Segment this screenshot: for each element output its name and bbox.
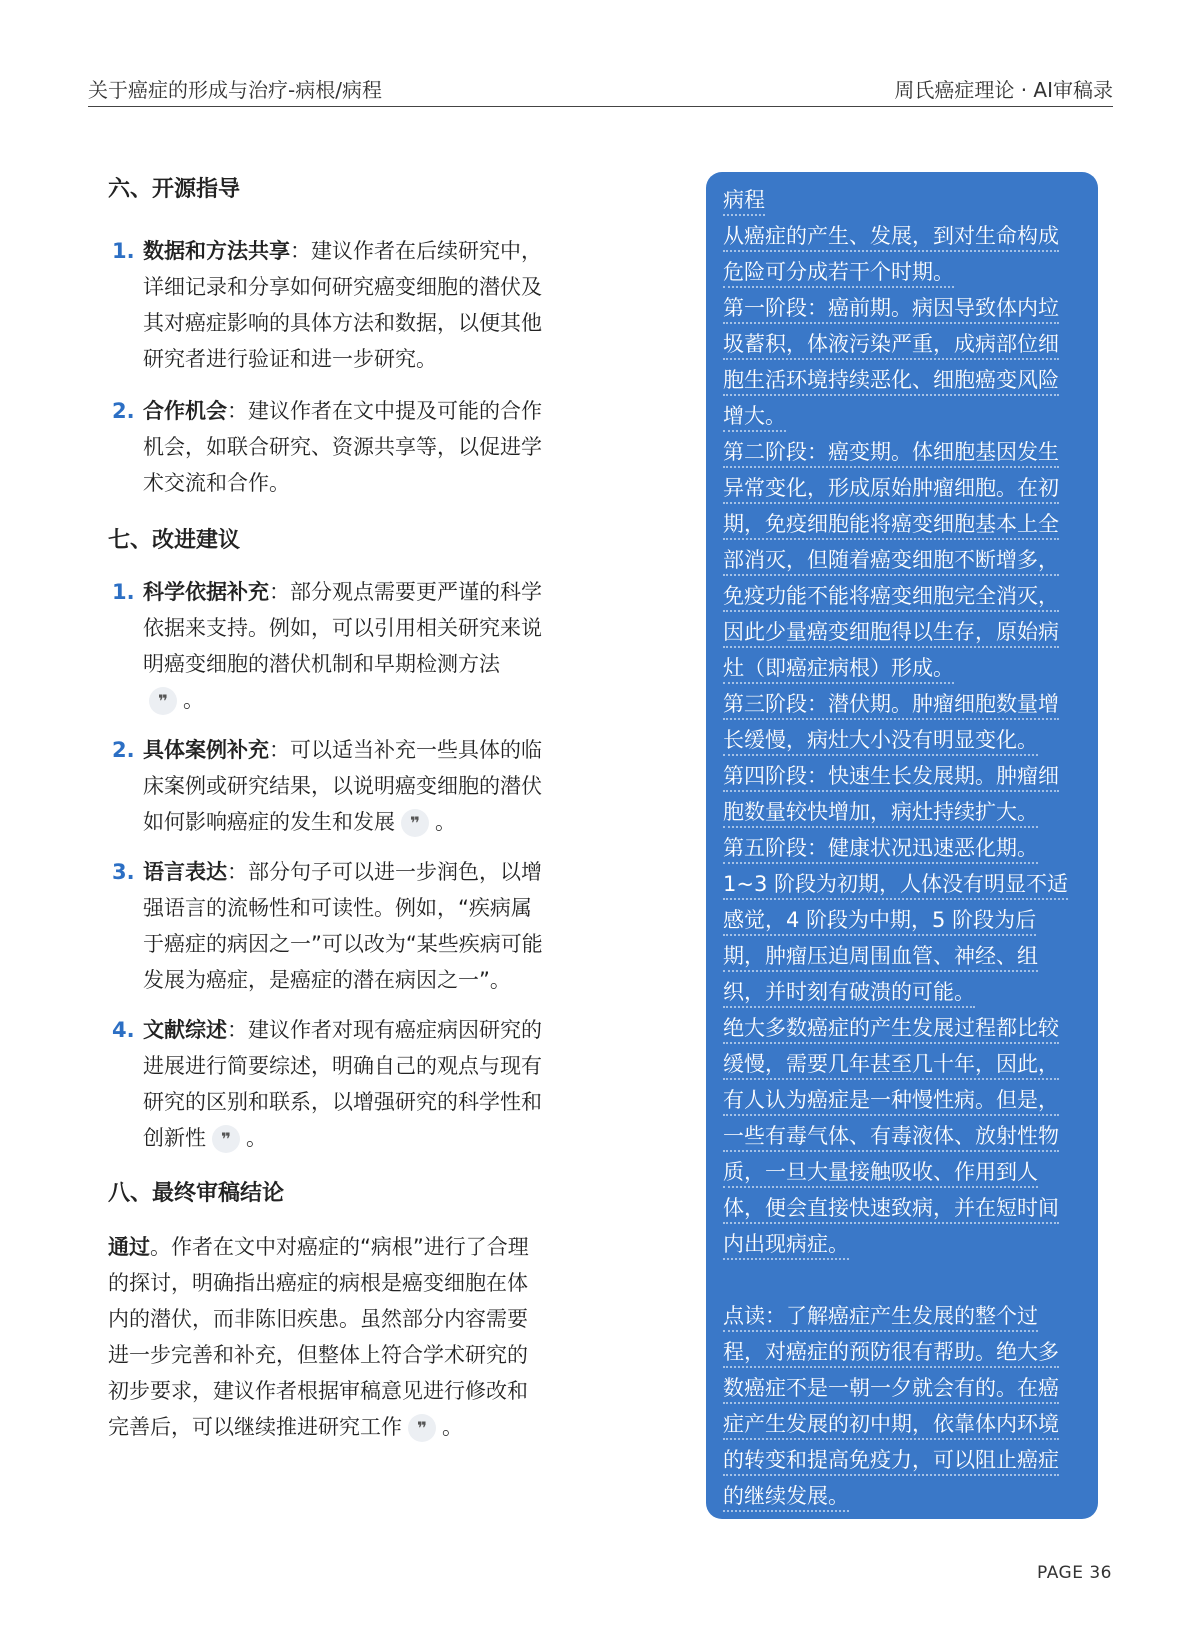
panel-line: 第一阶段：癌前期。病因导致体内垃 (723, 290, 1085, 326)
item-term: 科学依据补充 (143, 580, 269, 604)
item-number: 3. (112, 860, 135, 884)
list-item: 4. 文献综述：建议作者对现有癌症病因研究的 进展进行简要综述，明确自己的观点与现有 研究的区别和联系，以增强研究的科学性和 创新性 ❞ 。 (108, 1012, 588, 1156)
panel-line: 第二阶段：癌变期。体细胞基因发生 (723, 434, 1085, 470)
panel-line: 胞生活环境持续恶化、细胞癌变风险 (723, 362, 1085, 398)
panel-spacer (723, 1262, 1085, 1298)
page-number: PAGE 36 (1037, 1563, 1112, 1583)
panel-line: 体，便会直接快速致病，并在短时间 (723, 1190, 1085, 1226)
section-seven-title: 七、改进建议 (108, 528, 241, 553)
citation-icon[interactable]: ❞ (408, 1414, 436, 1442)
list-item: 1. 数据和方法共享：建议作者在后续研究中， 详细记录和分享如何研究癌变细胞的潜伏及 其对癌症影响的具体方法和数据，以便其他 研究者进行验证和进一步研究。 (108, 233, 588, 377)
item-number: 2. (112, 738, 135, 762)
citation-icon[interactable]: ❞ (212, 1125, 240, 1153)
header-title: 关于癌症的形成与治疗-病根/病程 (88, 78, 382, 102)
panel-line: 从癌症的产生、发展，到对生命构成 (723, 218, 1085, 254)
item-term: 语言表达 (143, 860, 227, 884)
section-six-title: 六、开源指导 (108, 177, 241, 202)
panel-note-line: 的转变和提高免疫力，可以阻止癌症 (723, 1442, 1085, 1478)
item-number: 4. (112, 1018, 135, 1042)
list-item: 1. 科学依据补充：部分观点需要更严谨的科学 依据来支持。例如，可以引用相关研究来说 明癌变细胞的潜伏机制和早期检测方法 ❞ 。 (108, 574, 588, 718)
panel-note-line: 数癌症不是一朝一夕就会有的。在癌 (723, 1370, 1085, 1406)
panel-line: 质，一旦大量接触吸收、作用到人 (723, 1154, 1085, 1190)
panel-line: 第四阶段：快速生长发展期。肿瘤细 (723, 758, 1085, 794)
page-header (88, 70, 1113, 107)
panel-note-line: 程，对癌症的预防很有帮助。绝大多 (723, 1334, 1085, 1370)
panel-line: 长缓慢，病灶大小没有明显变化。 (723, 722, 1085, 758)
panel-line: 第五阶段：健康状况迅速恶化期。 (723, 830, 1085, 866)
item-term: 合作机会 (143, 399, 227, 423)
panel-line: 胞数量较快增加，病灶持续扩大。 (723, 794, 1085, 830)
panel-line: 免疫功能不能将癌变细胞完全消灭， (723, 578, 1085, 614)
item-term: 文献综述 (143, 1018, 227, 1042)
panel-line: 1~3 阶段为初期，人体没有明显不适 (723, 866, 1085, 902)
panel-line: 缓慢，需要几年甚至几十年，因此， (723, 1046, 1085, 1082)
panel-note-line: 的继续发展。 (723, 1478, 1085, 1514)
panel-line: 一些有毒气体、有毒液体、放射性物 (723, 1118, 1085, 1154)
citation-icon[interactable]: ❞ (149, 687, 177, 715)
panel-title: 病程 (723, 182, 1085, 218)
disease-course-panel (706, 172, 1098, 1519)
panel-note-line: 点读：了解癌症产生发展的整个过 (723, 1298, 1085, 1334)
panel-line: 圾蓄积，体液污染严重，成病部位细 (723, 326, 1085, 362)
list-item: 2. 合作机会：建议作者在文中提及可能的合作 机会，如联合研究、资源共享等，以促进学 术交流和合作。 (108, 393, 588, 501)
item-term: 数据和方法共享 (143, 239, 290, 263)
panel-line: 期，肿瘤压迫周围血管、神经、组 (723, 938, 1085, 974)
list-item: 3. 语言表达：部分句子可以进一步润色，以增 强语言的流畅性和可读性。例如，“疾病属 于癌症的病因之一”可以改为“某些疾病可能 发展为癌症，是癌症的潜在病因之一”。 (108, 854, 588, 998)
item-number: 1. (112, 239, 135, 263)
item-number: 2. (112, 399, 135, 423)
conclusion-verdict: 通过 (108, 1235, 150, 1259)
panel-line: 因此少量癌变细胞得以生存，原始病 (723, 614, 1085, 650)
header-series: 周氏癌症理论 · AI审稿录 (894, 78, 1113, 102)
panel-note-line: 症产生发展的初中期，依靠体内环境 (723, 1406, 1085, 1442)
citation-icon[interactable]: ❞ (401, 809, 429, 837)
panel-line: 感觉，4 阶段为中期，5 阶段为后 (723, 902, 1085, 938)
panel-line: 灶（即癌症病根）形成。 (723, 650, 1085, 686)
panel-line: 危险可分成若干个时期。 (723, 254, 1085, 290)
conclusion-paragraph: 通过。作者在文中对癌症的“病根”进行了合理 的探讨，明确指出癌症的病根是癌变细胞在体 内的潜伏，而非陈旧疾患。虽然部分内容需要 进一步完善和补充，但整体上符合学术研究的 初步要求，建议作者根据审稿意见进行修改和 完善后，可以继续推进研究工作 ❞ 。 (108, 1229, 588, 1445)
panel-line: 织，并时刻有破溃的可能。 (723, 974, 1085, 1010)
panel-line: 期，免疫细胞能将癌变细胞基本上全 (723, 506, 1085, 542)
panel-line: 有人认为癌症是一种慢性病。但是， (723, 1082, 1085, 1118)
section-eight-title: 八、最终审稿结论 (108, 1181, 285, 1206)
panel-line: 内出现病症。 (723, 1226, 1085, 1262)
panel-line: 第三阶段：潜伏期。肿瘤细胞数量增 (723, 686, 1085, 722)
panel-text (723, 182, 1085, 1514)
panel-line: 异常变化，形成原始肿瘤细胞。在初 (723, 470, 1085, 506)
list-item: 2. 具体案例补充：可以适当补充一些具体的临 床案例或研究结果，以说明癌变细胞的潜伏 如何影响癌症的发生和发展 ❞ 。 (108, 732, 588, 840)
main-column (108, 172, 588, 1445)
panel-line: 绝大多数癌症的产生发展过程都比较 (723, 1010, 1085, 1046)
item-number: 1. (112, 580, 135, 604)
panel-line: 部消灭，但随着癌变细胞不断增多， (723, 542, 1085, 578)
item-term: 具体案例补充 (143, 738, 269, 762)
panel-line: 增大。 (723, 398, 1085, 434)
